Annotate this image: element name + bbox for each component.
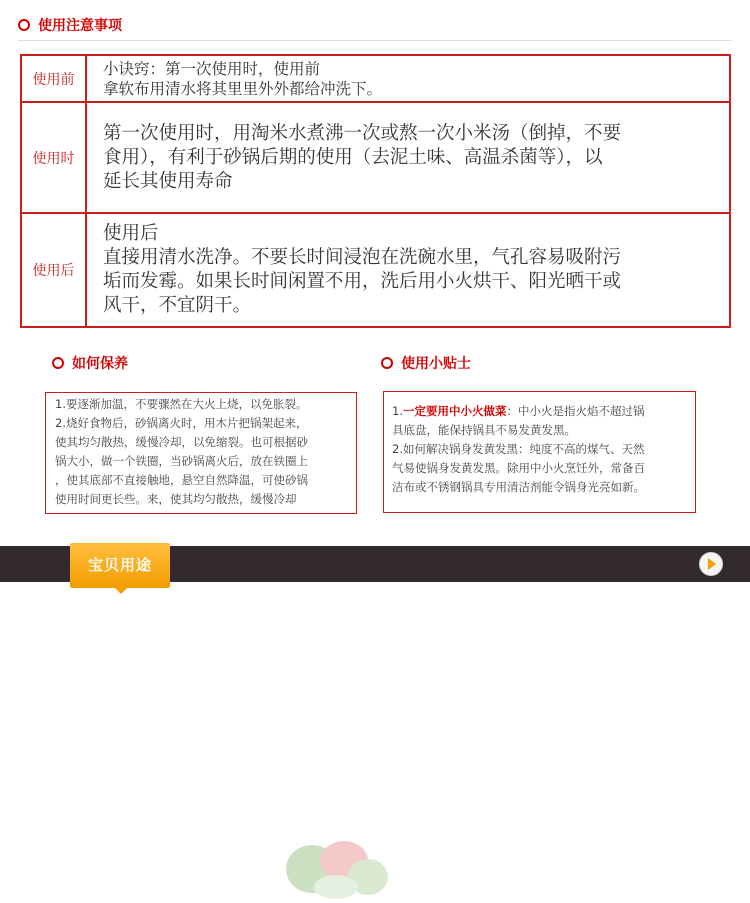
row-content-before [86, 55, 730, 102]
vegetable-image [282, 831, 392, 903]
table-row [21, 55, 730, 102]
usage-notes-table [20, 54, 731, 328]
circle-bullet-icon [52, 357, 64, 369]
row-content-after [86, 213, 730, 327]
text-line: 使用后 [103, 223, 159, 244]
tab-product-use[interactable]: 宝贝用途 [70, 543, 170, 588]
text-line: 使用时间更长些。来，使其均匀散热，缓慢冷却 [55, 492, 297, 506]
text-line: 垢而发霉。如果长时间闲置不用，洗后用小火烘干、阳光晒干或 [103, 271, 622, 292]
text-line: 延长其使用寿命 [103, 170, 233, 192]
text-line: 食用），有利于砂锅后期的使用（去泥土味、高温杀菌等），以 [103, 146, 603, 168]
care-box [45, 392, 357, 514]
tab-pointer-icon [114, 587, 128, 594]
text-line: 小诀窍：第一次使用时，使用前 [103, 59, 321, 78]
section-title-notes [18, 15, 122, 35]
circle-bullet-icon [18, 19, 30, 31]
text-line: 2.如何解决锅身发黄发黑：纯度不高的煤气、天然 [392, 442, 645, 456]
text-line: 第一次使用时，用淘米水煮沸一次或熬一次小米汤（倒掉，不要 [103, 122, 622, 144]
text-line: 气易使锅身发黄发黑。除用中小火烹饪外，常备百 [392, 461, 645, 475]
text-line: 使其均匀散热，缓慢冷却，以免缩裂。也可根据砂 [55, 435, 308, 449]
tip-highlight: 一定要用中小火做菜 [402, 404, 507, 418]
text-line: 具底盘，能保持锅具不易发黄发黑。 [392, 423, 576, 437]
row-content-during [86, 102, 730, 213]
section-title-notes-text: 使用注意事项 [38, 18, 122, 34]
tip-number: 1. [392, 404, 403, 418]
section-title-care-text: 如何保养 [72, 356, 128, 372]
section-title-tips-text: 使用小贴士 [401, 356, 471, 372]
row-label-during: 使用时 [21, 102, 86, 213]
text-line: 风干，不宜阴干。 [103, 295, 252, 316]
text-line: ，使其底部不直接触地，悬空自然降温，可使砂锅 [55, 473, 308, 487]
table-row [21, 213, 730, 327]
text-line: 锅大小，做一个铁圈，当砂锅离火后，放在铁圈上 [55, 454, 308, 468]
row-label-after: 使用后 [21, 213, 86, 327]
text-line: 2.烧好食物后，砂锅离火时，用木片把锅架起来， [55, 416, 308, 430]
play-icon[interactable] [699, 552, 723, 576]
table-row [21, 102, 730, 213]
text-line: 拿软布用清水将其里里外外都给冲洗下。 [103, 79, 383, 98]
tip-text: ：中小火是指火焰不超过锅 [506, 404, 645, 418]
row-label-before: 使用前 [21, 55, 86, 102]
tips-box [383, 391, 696, 513]
text-line: 洁布或不锈钢锅具专用清洁剂能令锅身光亮如新。 [392, 480, 645, 494]
text-line: 1.要逐渐加温，不要骤然在大火上烧，以免胀裂。 [55, 397, 308, 411]
circle-bullet-icon [381, 357, 393, 369]
text-line: 直接用清水洗净。不要长时间浸泡在洗碗水里，气孔容易吸附污 [103, 247, 622, 268]
tip-line-1 [392, 402, 689, 421]
section-title-care [52, 353, 128, 373]
section-title-tips [381, 353, 471, 373]
divider [18, 40, 732, 41]
